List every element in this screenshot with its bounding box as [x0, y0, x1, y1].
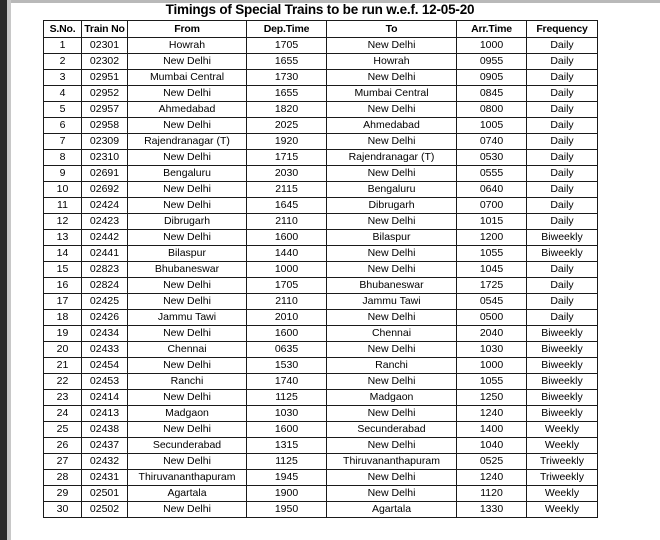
cell-train: 02431: [82, 470, 128, 486]
table-row: [44, 150, 598, 166]
table-row: [44, 326, 598, 342]
cell-sno: 15: [44, 262, 82, 278]
cell-freq: Biweekly: [527, 406, 598, 422]
cell-arr: 1240: [457, 406, 527, 422]
cell-from: New Delhi: [128, 422, 247, 438]
cell-freq: Weekly: [527, 422, 598, 438]
cell-dep: 1730: [247, 70, 327, 86]
cell-from: Rajendranagar (T): [128, 134, 247, 150]
cell-train: 02301: [82, 38, 128, 54]
cell-freq: Daily: [527, 214, 598, 230]
cell-sno: 4: [44, 86, 82, 102]
cell-sno: 2: [44, 54, 82, 70]
cell-to: New Delhi: [327, 374, 457, 390]
cell-from: Bilaspur: [128, 246, 247, 262]
cell-dep: 1920: [247, 134, 327, 150]
cell-freq: Biweekly: [527, 358, 598, 374]
column-header-from: From: [128, 21, 247, 38]
cell-train: 02441: [82, 246, 128, 262]
cell-arr: 1000: [457, 358, 527, 374]
cell-train: 02302: [82, 54, 128, 70]
cell-to: New Delhi: [327, 214, 457, 230]
cell-freq: Daily: [527, 38, 598, 54]
table-row: [44, 102, 598, 118]
cell-from: New Delhi: [128, 390, 247, 406]
cell-dep: 1655: [247, 54, 327, 70]
cell-arr: 1000: [457, 38, 527, 54]
table-row: [44, 438, 598, 454]
cell-from: Jammu Tawi: [128, 310, 247, 326]
cell-freq: Daily: [527, 310, 598, 326]
table-row: [44, 470, 598, 486]
table-row: [44, 214, 598, 230]
table-row: [44, 374, 598, 390]
cell-dep: 1000: [247, 262, 327, 278]
cell-train: 02453: [82, 374, 128, 390]
cell-arr: 1240: [457, 470, 527, 486]
cell-train: 02501: [82, 486, 128, 502]
cell-to: Rajendranagar (T): [327, 150, 457, 166]
cell-dep: 1125: [247, 390, 327, 406]
cell-freq: Daily: [527, 278, 598, 294]
cell-train: 02454: [82, 358, 128, 374]
cell-sno: 1: [44, 38, 82, 54]
cell-arr: 1055: [457, 374, 527, 390]
cell-from: New Delhi: [128, 54, 247, 70]
cell-freq: Biweekly: [527, 374, 598, 390]
table-row: [44, 38, 598, 54]
special-trains-timings-table: [43, 20, 598, 518]
cell-to: New Delhi: [327, 342, 457, 358]
cell-freq: Weekly: [527, 486, 598, 502]
page-title: Timings of Special Trains to be run w.e.f. 12-05-20: [165, 2, 475, 17]
cell-freq: Daily: [527, 262, 598, 278]
table-row: [44, 134, 598, 150]
table-row: [44, 182, 598, 198]
cell-from: New Delhi: [128, 198, 247, 214]
cell-arr: 0800: [457, 102, 527, 118]
cell-from: New Delhi: [128, 150, 247, 166]
table-row: [44, 70, 598, 86]
cell-from: Bengaluru: [128, 166, 247, 182]
cell-sno: 9: [44, 166, 82, 182]
cell-freq: Daily: [527, 182, 598, 198]
table-row: [44, 454, 598, 470]
cell-dep: 1600: [247, 230, 327, 246]
cell-dep: 1125: [247, 454, 327, 470]
cell-freq: Weekly: [527, 438, 598, 454]
column-header-sno: S.No.: [44, 21, 82, 38]
cell-sno: 29: [44, 486, 82, 502]
cell-train: 02958: [82, 118, 128, 134]
cell-dep: 2110: [247, 214, 327, 230]
cell-arr: 1055: [457, 246, 527, 262]
table-row: [44, 422, 598, 438]
cell-to: New Delhi: [327, 134, 457, 150]
cell-arr: 0545: [457, 294, 527, 310]
cell-from: New Delhi: [128, 358, 247, 374]
cell-train: 02502: [82, 502, 128, 518]
cell-from: Bhubaneswar: [128, 262, 247, 278]
cell-arr: 1200: [457, 230, 527, 246]
column-header-freq: Frequency: [527, 21, 598, 38]
cell-sno: 24: [44, 406, 82, 422]
cell-arr: 1030: [457, 342, 527, 358]
cell-freq: Triweekly: [527, 470, 598, 486]
cell-arr: 0530: [457, 150, 527, 166]
cell-freq: Daily: [527, 54, 598, 70]
cell-freq: Biweekly: [527, 326, 598, 342]
cell-from: New Delhi: [128, 182, 247, 198]
column-header-to: To: [327, 21, 457, 38]
cell-sno: 18: [44, 310, 82, 326]
cell-to: New Delhi: [327, 102, 457, 118]
cell-to: New Delhi: [327, 486, 457, 502]
cell-sno: 7: [44, 134, 82, 150]
table-row: [44, 486, 598, 502]
cell-dep: 1530: [247, 358, 327, 374]
cell-dep: 1315: [247, 438, 327, 454]
table-row: [44, 246, 598, 262]
cell-freq: Biweekly: [527, 390, 598, 406]
cell-arr: 1400: [457, 422, 527, 438]
cell-train: 02824: [82, 278, 128, 294]
cell-train: 02310: [82, 150, 128, 166]
cell-from: Mumbai Central: [128, 70, 247, 86]
cell-to: New Delhi: [327, 38, 457, 54]
cell-dep: 1705: [247, 278, 327, 294]
cell-to: New Delhi: [327, 470, 457, 486]
table-row: [44, 118, 598, 134]
cell-from: Thiruvananthapuram: [128, 470, 247, 486]
cell-sno: 28: [44, 470, 82, 486]
cell-arr: 0700: [457, 198, 527, 214]
cell-dep: 1900: [247, 486, 327, 502]
cell-train: 02823: [82, 262, 128, 278]
cell-sno: 8: [44, 150, 82, 166]
cell-dep: 2115: [247, 182, 327, 198]
cell-from: New Delhi: [128, 294, 247, 310]
cell-from: New Delhi: [128, 502, 247, 518]
cell-arr: 0640: [457, 182, 527, 198]
table-row: [44, 278, 598, 294]
cell-sno: 27: [44, 454, 82, 470]
table-row: [44, 54, 598, 70]
cell-arr: 1015: [457, 214, 527, 230]
cell-arr: 0905: [457, 70, 527, 86]
cell-freq: Daily: [527, 294, 598, 310]
cell-sno: 21: [44, 358, 82, 374]
cell-dep: 2030: [247, 166, 327, 182]
cell-train: 02438: [82, 422, 128, 438]
cell-train: 02692: [82, 182, 128, 198]
cell-to: New Delhi: [327, 246, 457, 262]
cell-to: New Delhi: [327, 406, 457, 422]
table-row: [44, 294, 598, 310]
table-row: [44, 198, 598, 214]
cell-freq: Daily: [527, 70, 598, 86]
cell-to: Bilaspur: [327, 230, 457, 246]
cell-train: 02432: [82, 454, 128, 470]
cell-to: Ahmedabad: [327, 118, 457, 134]
cell-dep: 1820: [247, 102, 327, 118]
cell-arr: 0555: [457, 166, 527, 182]
column-header-dep: Dep.Time: [247, 21, 327, 38]
cell-freq: Daily: [527, 118, 598, 134]
table-row: [44, 230, 598, 246]
cell-from: Agartala: [128, 486, 247, 502]
cell-from: Ahmedabad: [128, 102, 247, 118]
cell-from: New Delhi: [128, 86, 247, 102]
cell-train: 02442: [82, 230, 128, 246]
cell-to: Thiruvananthapuram: [327, 454, 457, 470]
cell-sno: 30: [44, 502, 82, 518]
table-row: [44, 502, 598, 518]
cell-sno: 16: [44, 278, 82, 294]
cell-to: Secunderabad: [327, 422, 457, 438]
cell-to: Bhubaneswar: [327, 278, 457, 294]
cell-freq: Biweekly: [527, 246, 598, 262]
cell-to: New Delhi: [327, 262, 457, 278]
cell-from: New Delhi: [128, 454, 247, 470]
cell-sno: 10: [44, 182, 82, 198]
cell-freq: Daily: [527, 102, 598, 118]
column-header-train: Train No: [82, 21, 128, 38]
table-row: [44, 86, 598, 102]
cell-arr: 0740: [457, 134, 527, 150]
cell-sno: 13: [44, 230, 82, 246]
cell-to: Jammu Tawi: [327, 294, 457, 310]
cell-sno: 14: [44, 246, 82, 262]
cell-freq: Weekly: [527, 502, 598, 518]
cell-train: 02309: [82, 134, 128, 150]
cell-to: New Delhi: [327, 438, 457, 454]
cell-sno: 12: [44, 214, 82, 230]
cell-freq: Daily: [527, 166, 598, 182]
cell-arr: 0955: [457, 54, 527, 70]
table-row: [44, 342, 598, 358]
cell-dep: 1715: [247, 150, 327, 166]
cell-freq: Daily: [527, 86, 598, 102]
cell-train: 02434: [82, 326, 128, 342]
cell-to: Chennai: [327, 326, 457, 342]
cell-dep: 0635: [247, 342, 327, 358]
cell-from: New Delhi: [128, 326, 247, 342]
cell-to: New Delhi: [327, 166, 457, 182]
cell-dep: 2110: [247, 294, 327, 310]
cell-sno: 25: [44, 422, 82, 438]
cell-train: 02423: [82, 214, 128, 230]
left-page-gutter-shadow: [7, 0, 11, 540]
table-row: [44, 390, 598, 406]
cell-from: Madgaon: [128, 406, 247, 422]
cell-arr: 1330: [457, 502, 527, 518]
cell-train: 02425: [82, 294, 128, 310]
cell-dep: 1740: [247, 374, 327, 390]
cell-to: New Delhi: [327, 70, 457, 86]
left-page-gutter: [0, 0, 7, 540]
timetable-document: [43, 0, 597, 518]
cell-to: Howrah: [327, 54, 457, 70]
cell-train: 02426: [82, 310, 128, 326]
cell-train: 02437: [82, 438, 128, 454]
cell-to: Madgaon: [327, 390, 457, 406]
cell-sno: 11: [44, 198, 82, 214]
cell-freq: Daily: [527, 134, 598, 150]
cell-arr: 0500: [457, 310, 527, 326]
cell-sno: 26: [44, 438, 82, 454]
cell-freq: Daily: [527, 150, 598, 166]
column-header-arr: Arr.Time: [457, 21, 527, 38]
cell-sno: 17: [44, 294, 82, 310]
cell-train: 02952: [82, 86, 128, 102]
cell-to: Mumbai Central: [327, 86, 457, 102]
cell-from: New Delhi: [128, 230, 247, 246]
cell-arr: 0525: [457, 454, 527, 470]
cell-sno: 3: [44, 70, 82, 86]
cell-sno: 6: [44, 118, 82, 134]
cell-dep: 1705: [247, 38, 327, 54]
cell-arr: 0845: [457, 86, 527, 102]
cell-from: Ranchi: [128, 374, 247, 390]
cell-dep: 1950: [247, 502, 327, 518]
table-header-row: [44, 21, 598, 38]
cell-train: 02951: [82, 70, 128, 86]
cell-train: 02424: [82, 198, 128, 214]
cell-dep: 1600: [247, 422, 327, 438]
cell-dep: 1030: [247, 406, 327, 422]
table-row: [44, 406, 598, 422]
cell-to: New Delhi: [327, 310, 457, 326]
cell-dep: 1655: [247, 86, 327, 102]
cell-arr: 2040: [457, 326, 527, 342]
cell-to: Agartala: [327, 502, 457, 518]
cell-arr: 1040: [457, 438, 527, 454]
cell-sno: 22: [44, 374, 82, 390]
cell-freq: Biweekly: [527, 342, 598, 358]
cell-sno: 20: [44, 342, 82, 358]
cell-sno: 5: [44, 102, 82, 118]
table-row: [44, 262, 598, 278]
cell-dep: 1600: [247, 326, 327, 342]
cell-freq: Biweekly: [527, 230, 598, 246]
cell-arr: 1725: [457, 278, 527, 294]
cell-dep: 1945: [247, 470, 327, 486]
cell-freq: Daily: [527, 198, 598, 214]
cell-arr: 1250: [457, 390, 527, 406]
cell-sno: 23: [44, 390, 82, 406]
cell-freq: Triweekly: [527, 454, 598, 470]
cell-dep: 1645: [247, 198, 327, 214]
cell-to: Bengaluru: [327, 182, 457, 198]
cell-from: New Delhi: [128, 118, 247, 134]
cell-from: Secunderabad: [128, 438, 247, 454]
cell-train: 02957: [82, 102, 128, 118]
cell-to: Ranchi: [327, 358, 457, 374]
cell-from: New Delhi: [128, 278, 247, 294]
cell-from: Dibrugarh: [128, 214, 247, 230]
cell-dep: 1440: [247, 246, 327, 262]
table-row: [44, 310, 598, 326]
cell-arr: 1120: [457, 486, 527, 502]
cell-arr: 1045: [457, 262, 527, 278]
table-row: [44, 358, 598, 374]
cell-train: 02691: [82, 166, 128, 182]
cell-sno: 19: [44, 326, 82, 342]
cell-to: Dibrugarh: [327, 198, 457, 214]
cell-dep: 2010: [247, 310, 327, 326]
cell-train: 02433: [82, 342, 128, 358]
table-row: [44, 166, 598, 182]
cell-train: 02413: [82, 406, 128, 422]
cell-train: 02414: [82, 390, 128, 406]
cell-from: Chennai: [128, 342, 247, 358]
cell-arr: 1005: [457, 118, 527, 134]
cell-dep: 2025: [247, 118, 327, 134]
cell-from: Howrah: [128, 38, 247, 54]
